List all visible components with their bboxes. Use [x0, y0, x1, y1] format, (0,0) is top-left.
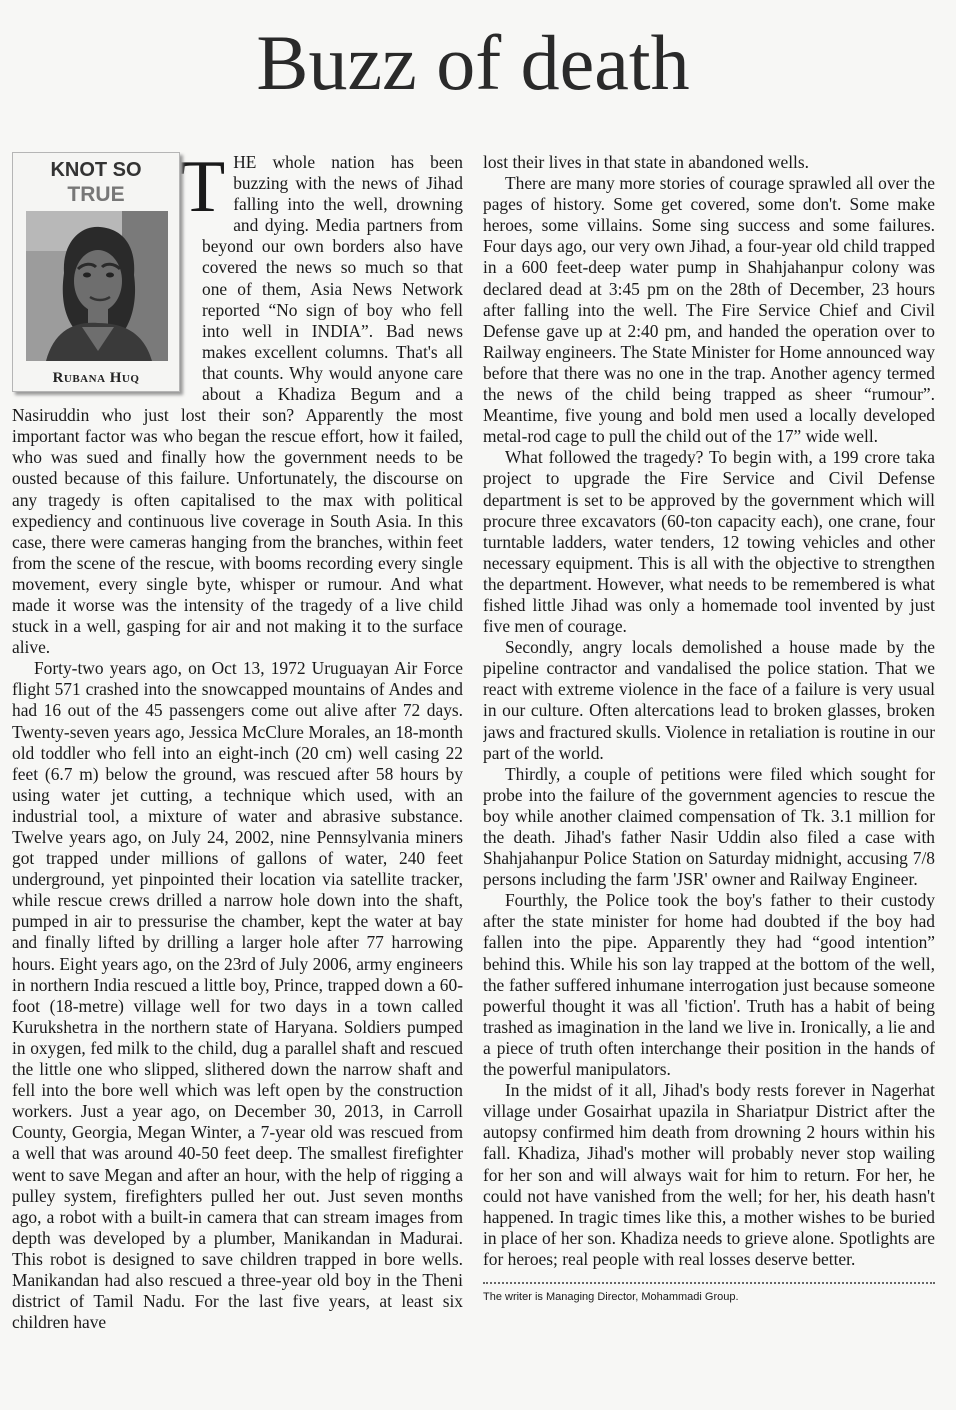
article-paragraph-6: Thirdly, a couple of petitions were filed which sought for probe into the failure of the government agencies to rescue the boy while another claimed compensation of Tk. 3.1 million for the death. Jihad's father Nasir Uddin also filed a case with Shahjahanpur Police Station on Saturday midnight, accusing 7/8 persons including the farm 'JSR' owner and Railway Engineer.: [483, 763, 935, 890]
article-column-left: [12, 152, 463, 1410]
article-paragraph-7: Fourthly, the Police took the boy's father to their custody after the state minister for home had doubted if the boy had fallen into the pipe. Apparently they had “good intention” behind this. While his son lay trapped at the bottom of the well, the father suffered inhumane interrogation just because someone powerful thought it was all 'fiction'. Truth has a habit of being trashed as imagination in the land we live in. Ironically, a lie and a piece of truth often interchange their position in the hands of the powerful manipulators.: [483, 890, 935, 1080]
column-kicker-line1: KNOT SO: [50, 159, 142, 181]
drop-cap: T: [180, 152, 226, 228]
author-portrait-icon: [26, 211, 168, 361]
writer-footnote: The writer is Managing Director, Mohammadi Group.: [483, 1290, 739, 1303]
article-paragraph-1-text: HE whole nation has been buzzing with the news of Jihad falling into the well, drowning and dying. Media partners from beyond our own borders also have covered the news so much so that one of them, Asia News Network reported “No sign of boy who fell into well in INDIA”. Bad news makes excellent columns. That's all that counts. Why would anyone care about a Khadiza Begum and a Nasiruddin who just lost their son? Apparently the most important factor was who began the rescue effort, how it failed, who was sued and finally how the government needs to be ousted because of this failure. Unfortunately, the discourse on any tragedy is often capitalised to the max with political expediency and continuous live coverage in South Asia. In this case, there were cameras hanging from the branches, within feet from the scene of the rescue, with booms recording every single movement, every single byte, whisper or rumour. And what made it worse was the intensity of the tragedy of a live child stuck in a well, gasping for air and not making it to the surface alive.: [12, 152, 463, 658]
author-name: Rubana Huq: [52, 370, 140, 386]
article-paragraph-5: Secondly, angry locals demolished a house made by the pipeline contractor and vandalised the police station. That we react with extreme violence in the face of a failure is very usual in our culture. Often altercations lead to broken glasses, broken jaws and fractured skulls. Violence in retaliation is routine in our part of the world.: [483, 637, 935, 763]
article-column-right: [483, 152, 935, 1410]
article-paragraph-2-continued: lost their lives in that state in abandoned wells.: [483, 152, 810, 172]
footnote-divider: [483, 1282, 935, 1284]
article-paragraph-3: There are many more stories of courage sprawled all over the pages of history. Some get covered, some don't. Some make heroes, some villains. Some sing success and some failures. Four days ago, our very own Jihad, a four-year old child trapped in a 600 feet-deep water pump in Shahjahanpur colony was declared dead at 3:45 pm on the 28th of December, 23 hours after falling into the well. The Fire Service Chief and Civil Defense gave up at 2:40 pm, and handed the operation over to Railway engineers. The State Minister for Home announced way before that there was no one in the trap. Another agency termed the news of the child being trapped as sheer “rumour”. Meantime, five young and bold men used a locally developed metal-rod cage to pull the child out of the 17” wide well.: [483, 173, 935, 447]
column-byline-box: [12, 152, 180, 392]
article-paragraph-8: In the midst of it all, Jihad's body rests forever in Nagerhat village under Gosairhat upazila in Shariatpur District after the autopsy confirmed him death from drowning 2 hours within his fall. Khadiza, Jihad's mother will probably never stop wailing for her son and will always wait for him to return. For her, he could not have vanished from the well; for her, his death hasn't happened. In tragic times like this, a mother wishes to be buried in place of her son. Khadiza needs to grieve alone. Spotlights are for heroes; real people with real losses deserve better.: [483, 1080, 935, 1269]
article-paragraph-2: Forty-two years ago, on Oct 13, 1972 Uruguayan Air Force flight 571 crashed into the snowcapped mountains of Andes and had 16 out of the 45 passengers come out alive after 72 days. Twenty-seven years ago, Jessica McClure Morales, an 18-month old toddler who fell into an eight-inch (20 cm) well casing 22 feet (6.7 m) below the ground, was rescued after 58 hours by using water jet cutting, a technique which used, with an industrial tool, a mixture of water and abrasive substance. Twelve years ago, on July 24, 2002, nine Pennsylvania miners got trapped under millions of gallons of water, 240 feet underground, yet pinpointed their location via satellite tracker, while rescue crews drilled a narrow hole down into the shaft, pumped in air to pressurise the chamber, kept the water at bay and finally lifted by drilling a larger hole after 77 harrowing hours. Eight years ago, on the 23rd of July 2006, army engineers in northern India rescued a little boy, Prince, trapped down a 60-foot (18-metre) village well for two days in a town called Kurukshetra in the northern state of Haryana. Soldiers pumped in oxygen, fed milk to the child, dug a parallel shaft and rescued the little one who slipped, slithered down the narrow shaft and fell into the bore well which was left open by the construction workers. Just a year ago, on December 30, 2013, in Carroll County, Georgia, Megan Winter, a 7-year old was rescued from a well that was around 40-50 feet deep. The smallest firefighter went to save Megan and after an hour, with the help of rigging a pulley system, firefighters pulled her out. Just seven months ago, a robot with a built-in camera that can stream images from depth was developed by a plumber, Manikandan in Madurai. This robot is designed to save children trapped in bore wells. Manikandan had also rescued a three-year old boy in the Theni district of Tamil Nadu. For the last five years, at least six children have: [12, 658, 463, 1333]
article-paragraph-4: What followed the tragedy? To begin with, a 199 crore taka project to upgrade the Fire Service and Civil Defense department is set to be approved by the government which will procure three excavators (60-ton capacity each), one crane, four turntable ladders, water tenders, 12 towing vehicles and other necessary equipment. This is all with the objective to strengthen the department. However, what needs to be remembered is what fished little Jihad was only a homemade tool invented by just five men of courage.: [483, 447, 935, 637]
author-photo: [26, 211, 168, 361]
column-kicker-line2: TRUE: [67, 183, 125, 206]
headline: Buzz of death: [256, 19, 690, 106]
